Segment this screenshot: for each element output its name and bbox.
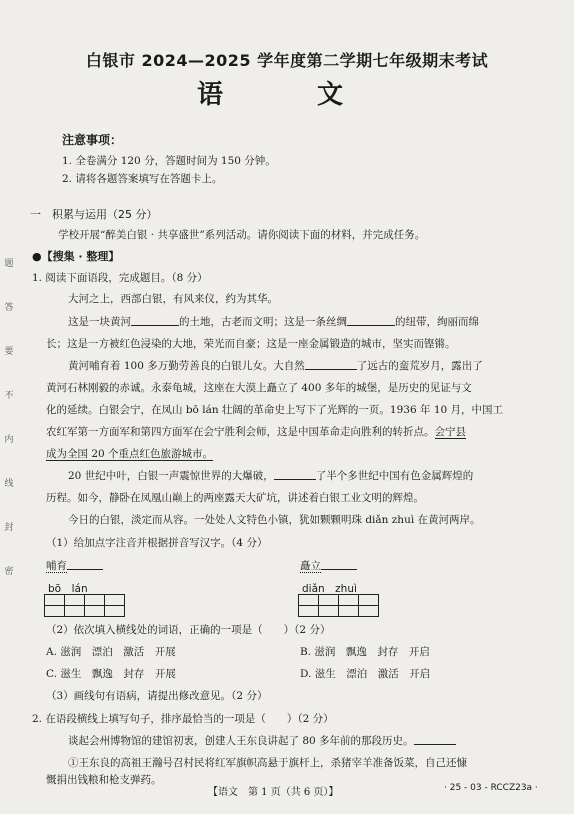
answer-blank[interactable] [274,468,316,480]
sub-question: （3）画线句有语病，请提出修改意见。（2 分） [46,690,268,702]
side-label: 要 [4,347,14,357]
passage-text: 谈起会州博物馆的建馆初衷，创建人王东良讲起了 80 多年前的那段历史。 [68,735,414,747]
word-dotted: 矗立 [300,560,321,572]
pinyin-label: diǎn zhuì [302,583,357,595]
passage-line [46,446,213,461]
sub-question: （2）依次填入横线处的词语，正确的一项是（ ）（2 分） [46,624,331,636]
notice-heading: 注意事项： [62,133,123,147]
answer-blank[interactable] [131,314,179,326]
option-d: D. 滋生 漂泊 激活 开启 [300,668,431,680]
passage-line: 大河之上，西部白银，有风来仪，约为其华。 [68,293,278,305]
side-label: 不 [4,391,14,401]
option-b: B. 滋润 飘逸 封存 开启 [300,646,430,658]
pinyin-blank[interactable] [321,558,357,570]
underlined-sentence: 会宁县 [434,426,466,438]
character-grid[interactable] [44,594,125,617]
passage-line [68,314,479,329]
section-intro: 学校开展“醉美白银 · 共享盛世”系列活动。请你阅读下面的材料，并完成任务。 [58,229,426,241]
side-label: 答 [4,303,14,313]
option-c: C. 滋生 飘逸 封存 开展 [46,668,176,680]
side-label: 封 [4,523,14,533]
passage-line: 化的延续。白银会宁，在凤山 bō lán 壮阔的革命史上写下了光辉的一页。1936 年 10 月，中国工 [46,404,504,416]
notice-item: 1. 全卷满分 120 分，答题时间为 150 分钟。 [62,155,276,167]
section-heading: 一 积累与运用（25 分） [30,208,158,221]
side-label: 题 [4,259,14,269]
passage-line: ①王东良的高祖王瀚号召村民将红军旗帜高悬于旗杆上，杀猪宰羊准备饭菜，自己还慷 [68,757,467,769]
passage-text: 了远古的蛮荒岁月，露出了 [356,360,483,372]
side-label: 内 [4,435,14,445]
answer-blank[interactable] [305,358,357,370]
option-a: A. 滋润 漂泊 激活 开展 [46,646,176,658]
passage-text: 农红军第一方面军和第四方面军在会宁胜利会师，这是中国革命走向胜利的转折点。 [46,426,435,438]
binding-margin-labels [2,260,16,612]
side-label: 密 [4,567,14,577]
pinyin-blank[interactable] [67,558,103,570]
passage-text: 20 世纪中叶，白银一声震惊世界的大爆破， [68,470,274,482]
side-label: 线 [4,479,14,489]
passage-text: 黄河哺育着 100 多万勤劳善良的白银儿女。大自然 [68,360,305,372]
passage-line: 今日的白银，淡定而从容。一处处人文特色小镇，犹如颗颗明珠 diǎn zhuì 在黄河两岸。 [68,514,481,526]
passage-line: 历程。如今，静卧在凤凰山巅上的两座露天大矿坑，讲述着白银工业文明的辉煌。 [46,492,424,504]
passage-line: 黄河石林刚毅的赤诚。永泰龟城，这座在大漠上矗立了 400 多年的城堡，是历史的见证与文 [46,382,472,394]
paper-code: · 25 - 03 - RCCZ23a · [444,783,538,793]
passage-line: 慨捐出钱粮和枪支弹药。 [46,774,162,786]
passage-text: 的纽带，绚丽而绵 [395,316,479,328]
page-footer: 【语文 第 1 页（共 6 页）】 [208,787,339,798]
sub-question: （1）给加点字注音并根据拼音写汉字。（4 分） [46,537,268,549]
passage-line [68,358,483,373]
underlined-sentence: 成为全国 20 个重点红色旅游城市。 [46,448,214,460]
passage-line: 长；这是一方被红色浸染的大地，荣光而自豪；这是一座金属锻造的城市，坚实而铿锵。 [46,338,456,350]
block-heading: ●【搜集 · 整理】 [32,250,120,263]
passage-line [68,468,473,483]
character-grid[interactable] [298,594,379,617]
answer-blank[interactable] [347,314,395,326]
exam-title: 白银市 2024—2025 学年度第二学期七年级期末考试 [85,51,489,70]
word-dotted: 哺育 [46,560,67,572]
passage-text: 的土地，古老而文明；这是一条丝绸 [179,316,347,328]
passage-line [68,733,456,748]
passage-line [46,424,466,439]
notice-item: 2. 请将各题答案填写在答题卡上。 [62,173,223,185]
question-stem: 1. 阅读下面语段，完成题目。（8 分） [32,272,208,284]
passage-text: 了半个多世纪中国有色金属辉煌的 [315,470,474,482]
answer-blank[interactable] [414,733,456,745]
word-item [46,558,103,573]
subject-title: 语 文 [196,80,377,110]
passage-text: 这是一块黄河 [68,316,131,328]
question-stem: 2. 在语段横线上填写句子，排序最恰当的一项是（ ）（2 分） [32,713,334,725]
pinyin-label: bō lán [48,583,88,595]
word-item [300,558,357,573]
